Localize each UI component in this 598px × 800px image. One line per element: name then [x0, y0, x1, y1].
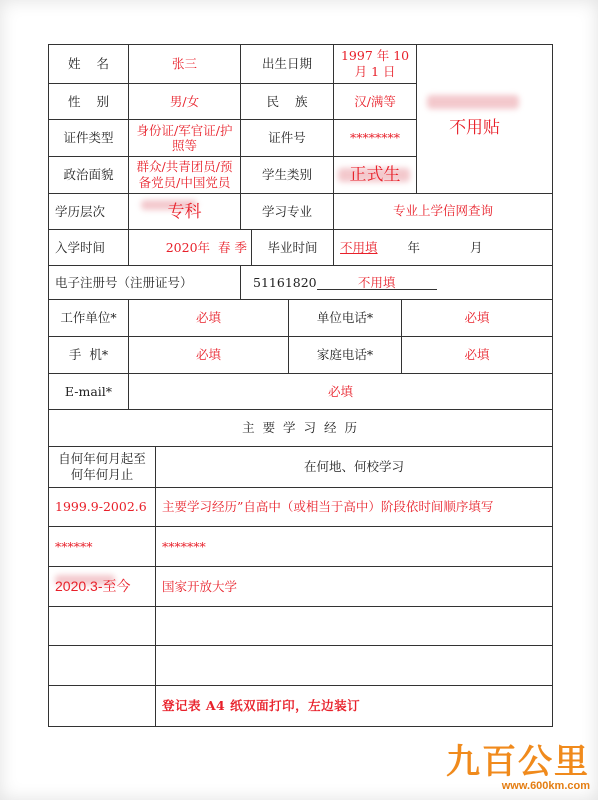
home-phone-label: 家庭电话*	[289, 337, 402, 374]
row-enrollment	[49, 230, 553, 266]
history-period: 2020.3-至今	[55, 577, 131, 594]
history-footer-note: 登记表 A4 纸双面打印，左边装订	[156, 686, 553, 727]
reg-no-label: 电子注册号（注册证号）	[49, 265, 241, 300]
grad-year-unit: 年	[407, 239, 421, 255]
id-no-label: 证件号	[241, 120, 334, 157]
edu-level-value: 专科	[167, 201, 202, 221]
history-row	[49, 487, 553, 527]
enroll-label: 入学时间	[49, 230, 129, 266]
grad-cell	[334, 230, 553, 266]
political-label: 政治面貌	[49, 156, 129, 193]
ethnicity-value: 汉/满等	[334, 83, 417, 120]
photo-cell	[417, 45, 553, 194]
major-label: 学习专业	[241, 193, 334, 230]
registration-form-table	[48, 44, 553, 727]
history-period	[49, 646, 156, 686]
student-type-label: 学生类别	[241, 156, 334, 193]
row-history-title	[49, 410, 553, 447]
history-period	[49, 606, 156, 646]
history-place: 国家开放大学	[156, 567, 553, 607]
history-period: ******	[49, 527, 156, 567]
reg-no-note: 不用填	[357, 275, 396, 291]
site-watermark	[446, 744, 590, 792]
row-work	[49, 300, 553, 337]
row-mobile	[49, 337, 553, 374]
grad-value: 不用填	[340, 239, 378, 255]
birth-label: 出生日期	[241, 45, 334, 84]
watermark-url: www.600km.com	[501, 780, 590, 792]
grad-month-unit: 月	[470, 239, 483, 255]
photo-redaction	[427, 93, 519, 109]
history-place	[156, 646, 553, 686]
row-history-footer	[49, 686, 553, 727]
mobile-label: 手 机*	[49, 337, 129, 374]
mobile-value: 必填	[129, 337, 289, 374]
history-footer-empty	[49, 686, 156, 727]
political-value: 群众/共青团员/预备党员/中国党员	[129, 156, 241, 193]
row-education	[49, 193, 553, 230]
reg-no-cell	[241, 265, 553, 300]
ethnicity-label: 民 族	[241, 83, 334, 120]
history-place: *******	[156, 527, 553, 567]
history-col-place: 在何地、何校学习	[156, 447, 553, 488]
history-row	[49, 527, 553, 567]
gender-label: 性 别	[49, 83, 129, 120]
email-value: 必填	[129, 373, 553, 410]
history-row	[49, 567, 553, 607]
gender-value: 男/女	[129, 83, 241, 120]
work-unit-value: 必填	[129, 300, 289, 337]
work-unit-label: 工作单位*	[49, 300, 129, 337]
id-type-value: 身份证/军官证/护照等	[129, 120, 241, 157]
edu-level-label: 学历层次	[49, 193, 129, 230]
row-history-header	[49, 447, 553, 488]
history-col-period: 自何年何月起至何年何月止	[49, 447, 156, 488]
photo-note: 不用贴	[449, 118, 501, 137]
reg-no-fill-line	[317, 277, 437, 290]
history-row	[49, 606, 553, 646]
birth-value: 1997 年 10 月 1 日	[334, 45, 417, 84]
student-type-value: 正式生	[349, 165, 401, 185]
work-phone-value: 必填	[402, 300, 553, 337]
history-section-title: 主 要 学 习 经 历	[49, 410, 553, 447]
name-label: 姓 名	[49, 45, 129, 84]
row-registration-number	[49, 265, 553, 300]
major-value: 专业上学信网查询	[334, 193, 553, 230]
reg-no-prefix: 51161820	[253, 274, 317, 290]
id-no-value: ********	[334, 120, 417, 157]
row-name-birth	[49, 45, 553, 84]
watermark-logo: 九百公里	[446, 743, 590, 781]
enroll-year: 2020年	[165, 239, 211, 255]
history-period: 1999.9-2002.6	[49, 487, 156, 527]
history-place: 主要学习经历”自高中（或相当于高中）阶段依时间顺序填写	[156, 487, 553, 527]
grad-label: 毕业时间	[252, 230, 334, 266]
email-label: E-mail*	[49, 373, 129, 410]
enroll-date-cell	[129, 230, 252, 266]
name-value: 张三	[129, 45, 241, 84]
edu-level-cell	[129, 193, 241, 230]
history-period-cell	[49, 567, 156, 607]
id-type-label: 证件类型	[49, 120, 129, 157]
history-row	[49, 646, 553, 686]
row-email	[49, 373, 553, 410]
work-phone-label: 单位电话*	[289, 300, 402, 337]
history-place	[156, 606, 553, 646]
enroll-season: 春 季	[218, 239, 248, 255]
home-phone-value: 必填	[402, 337, 553, 374]
student-type-cell	[334, 156, 417, 193]
